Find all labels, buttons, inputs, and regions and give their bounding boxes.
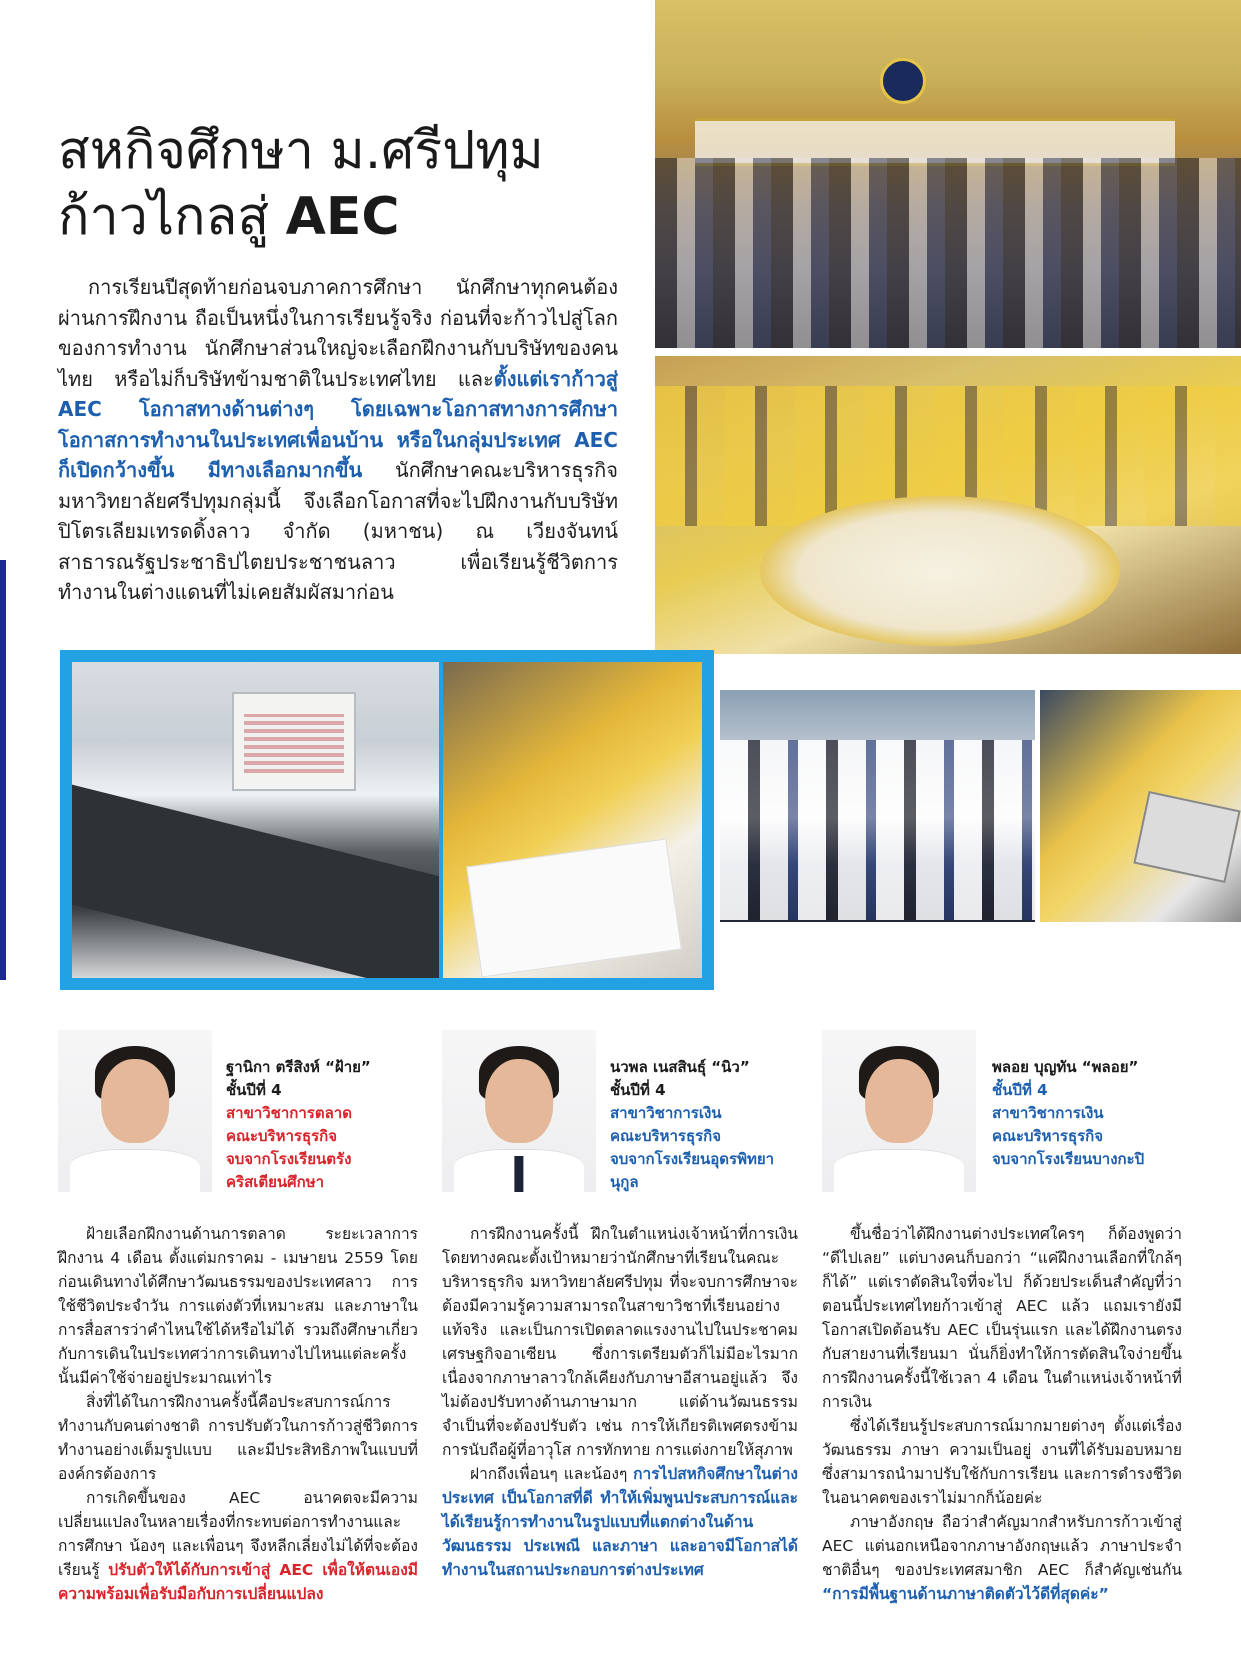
profile-year: ชั้นปีที่ 4 xyxy=(226,1081,282,1099)
col2-paragraph-1: การฝึกงานครั้งนี้ ฝึกในตำแหน่งเจ้าหน้าที่การเงิน โดยทางคณะตั้งเป้าหมายว่านักศึกษาที่เรียนในคณะบริหารธุรกิจ มหาวิทยาลัยศรีปทุม ที่จะจบการศึกษาจะต้องมีความรู้ความสามารถในสาขาวิชาที่เรียนอย่างแท้จริง และเป็นการเปิดตลาดแรงงานไปในประชาคมเศรษฐกิจอาเซียน ซึ่งการเตรียมตัวก็ไม่มีอะไรมากเนื่องจากภาษาลาวใกล้เคียงกับภาษาอีสานอยู่แล้ว จึงไม่ต้องปรับทางด้านภาษามาก แต่ด้านวัฒนธรรมจำเป็นที่จะต้องปรับตัว เช่น การให้เกียรติเพศตรงข้าม การนับถือผู้ที่อาวุโส การทักทาย การแต่งกายให้สุภาพ xyxy=(442,1225,798,1459)
title-line-2-prefix: ก้าวไกลสู่ xyxy=(58,187,286,247)
portrait-shirt xyxy=(70,1149,199,1192)
profile-major: สาขาวิชาการเงิน xyxy=(610,1104,722,1122)
portrait-new xyxy=(442,1030,596,1192)
col1-p3-highlight: ปรับตัวให้ได้กับการเข้าสู่ AEC เพื่อให้ตนเองมีความพร้อมเพื่อรับมือกับการเปลี่ยนแปลง xyxy=(58,1561,419,1603)
col2-p2-highlight: การไปสหกิจศึกษาในต่างประเทศ เป็นโอกาสที่ดี ทำให้เพิ่มพูนประสบการณ์และได้เรียนรู้การทำงานในรูปแบบที่แตกต่างในด้านวัฒนธรรม ประเพณี และภาษา และอาจมีโอกาสได้ทำงานในสถานประกอบการต่างประเทศ xyxy=(442,1465,798,1579)
story-column-3 xyxy=(822,1222,1182,1606)
intro-text-end: นักศึกษาคณะบริหารธุรกิจ มหาวิทยาลัยศรีปทุมกลุ่มนี้ จึงเลือกโอกาสที่จะไปฝึกงานกับบริษัท ปิโตรเลียมเทรดดิ้งลาว จำกัด (มหาชน) ณ เวียงจันทน์ สาธารณรัฐประชาธิปไตยประชาชนลาว เพื่อเรียนรู้ชีวิตการทำงานในต่างแดนที่ไม่เคยสัมผัสมาก่อน xyxy=(58,458,618,604)
col3-paragraph-2: ซึ่งได้เรียนรู้ประสบการณ์มากมายต่างๆ ตั้งแต่เรื่องวัฒนธรรม ภาษา ความเป็นอยู่ งานที่ได้รับมอบหมาย ซึ่งสามารถนำมาปรับใช้กับการเรียน และการดำรงชีวิตในอนาคตของเราไม่มากก็น้อยค่ะ xyxy=(822,1417,1182,1507)
profile-school: จบจากโรงเรียนตรัง xyxy=(226,1150,352,1168)
round-table-shape xyxy=(760,496,1120,646)
profile-3 xyxy=(992,1056,1192,1171)
airport-people-shape xyxy=(720,740,1035,920)
profile-year: ชั้นปีที่ 4 xyxy=(992,1081,1048,1099)
col1-paragraph-3 xyxy=(58,1486,418,1606)
profile-major: สาขาวิชาการตลาด xyxy=(226,1104,352,1122)
intro-text-start: การเรียนปีสุดท้ายก่อนจบภาคการศึกษา นักศึกษาทุกคนต้องผ่านการฝึกงาน ถือเป็นหนึ่งในการเรียนรู้จริง ก่อนที่จะก้าวไปสู่โลกของการทำงาน นักศึกษาส่วนใหญ่จะเลือกฝึกงานกับบริษัทของคนไทย หรือไม่ก็บริษัทข้ามชาติในประเทศไทย และ xyxy=(58,275,618,391)
portrait-face xyxy=(865,1059,933,1143)
photo-student-working xyxy=(443,662,702,978)
profile-school: จบจากโรงเรียนบางกะปิ xyxy=(992,1150,1145,1168)
profile-school-2: นุกูล xyxy=(610,1173,639,1191)
col2-p2-text: ฝากถึงเพื่อนๆ และน้องๆ xyxy=(470,1465,634,1483)
profile-year: ชั้นปีที่ 4 xyxy=(610,1081,666,1099)
story-column-1 xyxy=(58,1222,418,1606)
profile-faculty: คณะบริหารธุรกิจ xyxy=(226,1127,338,1145)
title-line-2 xyxy=(58,184,638,250)
photo-student-calculator xyxy=(1040,690,1241,922)
profile-major: สาขาวิชาการเงิน xyxy=(992,1104,1104,1122)
profile-name: ฐานิกา ตรีสิงห์ “ฝ้าย” xyxy=(226,1058,371,1076)
photo-family-party xyxy=(655,356,1241,654)
profile-name: นวพล เนสสินธุ์ “นิว” xyxy=(610,1058,750,1076)
portrait-tie xyxy=(514,1156,523,1192)
portrait-ploy xyxy=(822,1030,976,1192)
title-line-2-bold: AEC xyxy=(285,187,400,247)
photo-group-at-company xyxy=(655,0,1241,348)
edge-accent-bar xyxy=(0,560,6,980)
profile-name: พลอย บุญทัน “พลอย” xyxy=(992,1058,1139,1076)
profile-1 xyxy=(226,1056,406,1194)
portrait-face xyxy=(101,1059,169,1143)
group-people-shape xyxy=(655,158,1241,348)
article-title xyxy=(58,118,638,250)
photo-airport-group xyxy=(720,690,1035,922)
story-column-2 xyxy=(442,1222,798,1582)
profile-2 xyxy=(610,1056,800,1194)
intro-paragraph xyxy=(58,272,618,608)
intro-highlight: ตั้งแต่เราก้าวสู่ AEC โอกาสทางด้านต่างๆ โดยเฉพาะโอกาสทางการศึกษา โอกาสการทำงานในประเทศเพื่อนบ้าน หรือในกลุ่มประเทศ AEC ก็เปิดกว้างขึ้น มีทางเลือกมากขึ้น xyxy=(58,366,618,482)
col3-paragraph-3 xyxy=(822,1510,1182,1606)
col1-p3-text: การเกิดขึ้นของ AEC อนาคตจะมีความเปลี่ยนแปลงในหลายเรื่องที่กระทบต่อการทำงานและการศึกษา น้องๆ และเพื่อนๆ จึงหลีกเลี่ยงไม่ได้ที่จะต้องเรียนรู้ xyxy=(58,1489,418,1579)
col2-paragraph-2 xyxy=(442,1462,798,1582)
title-line-1: สหกิจศึกษา ม.ศรีปทุม xyxy=(58,121,544,181)
photo-meeting-room xyxy=(72,662,439,978)
projector-screen-shape xyxy=(232,692,356,791)
portrait-shirt xyxy=(834,1149,963,1192)
profile-school-2: คริสเตียนศึกษา xyxy=(226,1173,325,1191)
portrait-face xyxy=(485,1059,553,1143)
col1-paragraph-2: สิ่งที่ได้ในการฝึกงานครั้งนี้คือประสบการณ์การทำงานกับคนต่างชาติ การปรับตัวในการก้าวสู่ชีวิตการทำงานอย่างเต็มรูปแบบ และมีประสิทธิภาพในแบบที่องค์กรต้องการ xyxy=(58,1393,418,1483)
meeting-table-shape xyxy=(72,775,439,978)
company-logo-shape xyxy=(880,58,926,104)
col3-p3-text: ภาษาอังกฤษ ถือว่าสำคัญมากสำหรับการก้าวเข้าสู่ AEC แต่นอกเหนือจากภาษาอังกฤษแล้ว ภาษาประจำชาติอื่นๆ ของประเทศสมาชิก AEC ก็สำคัญเช่นกัน xyxy=(822,1513,1182,1579)
col3-paragraph-1: ขึ้นชื่อว่าได้ฝึกงานต่างประเทศใครๆ ก็ต้องพูดว่า “ดีไปเลย” แต่บางคนก็บอกว่า “แค่ฝึกงานเลือกที่ใกล้ๆ ก็ได้” แต่เราตัดสินใจที่จะไป ก็ด้วยประเด็นสำคัญที่ว่าตอนนี้ประเทศไทยก้าวเข้าสู่ AEC แล้ว แถมเรายังมีโอกาสเปิดต้อนรับ AEC เป็นรุ่นแรก และได้ฝึกงานตรงกับสายงานที่เรียนมา นั่นก็ยิ่งทำให้การตัดสินใจง่ายขึ้น การฝึกงานครั้งนี้ใช้เวลา 4 เดือน ในตำแหน่งเจ้าหน้าที่การเงิน xyxy=(822,1225,1182,1411)
calculator-shape xyxy=(1133,791,1240,883)
col3-p3-highlight: “การมีพื้นฐานด้านภาษาติดตัวไว้ดีที่สุดค่ะ” xyxy=(822,1585,1109,1603)
portrait-fai xyxy=(58,1030,212,1192)
col1-paragraph-1: ฝ้ายเลือกฝึกงานด้านการตลาด ระยะเวลาการฝึกงาน 4 เดือน ตั้งแต่มกราคม - เมษายน 2559 โดยก่อนเดินทางได้ศึกษาวัฒนธรรมของประเทศลาว การใช้ชีวิตประจำวัน การแต่งตัวที่เหมาะสม และภาษาในการสื่อสารว่าคำไหนใช้ได้หรือไม่ได้ รวมถึงศึกษาเกี่ยวกับการเดินในประเทศว่าการเดินทางไปไหนแต่ละครั้งนั้นมีค่าใช้จ่ายอยู่ประมาณเท่าไร xyxy=(58,1225,418,1387)
document-paper-shape xyxy=(466,838,682,977)
profile-school: จบจากโรงเรียนอุดรพิทยา xyxy=(610,1150,775,1168)
profile-faculty: คณะบริหารธุรกิจ xyxy=(610,1127,722,1145)
profile-faculty: คณะบริหารธุรกิจ xyxy=(992,1127,1104,1145)
